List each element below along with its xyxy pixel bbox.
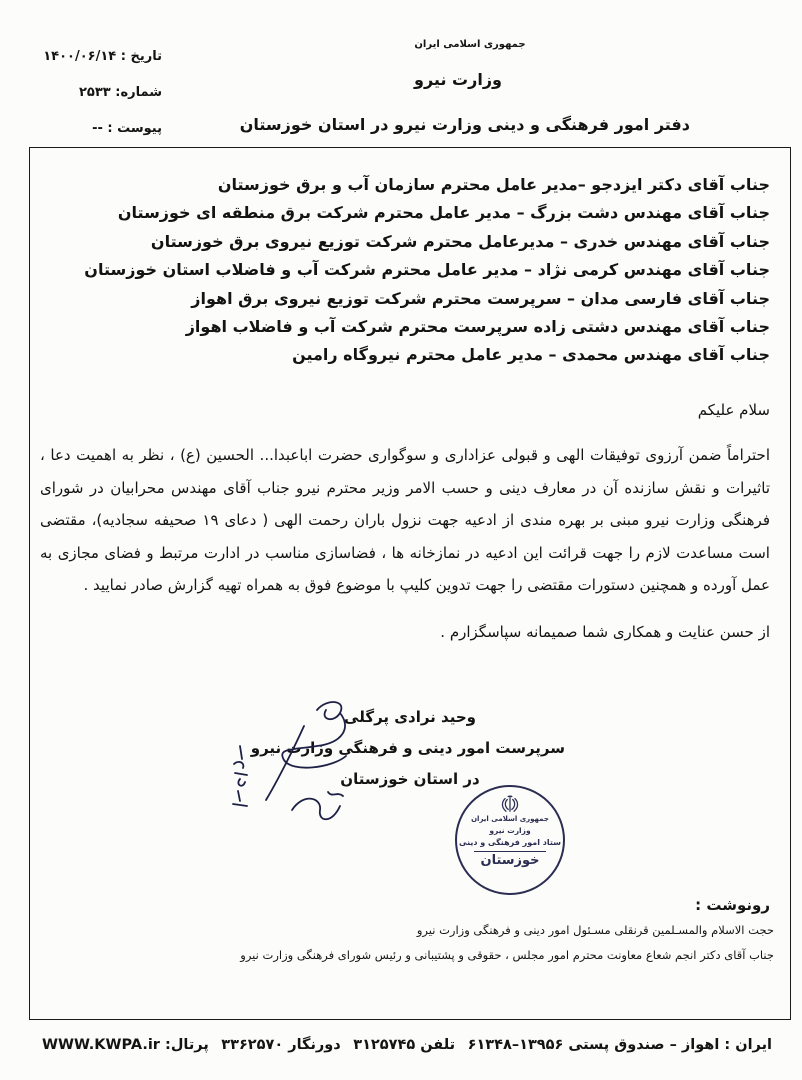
signature-stroke — [233, 746, 247, 806]
date-label: تاریخ : — [120, 49, 162, 64]
handwritten-signature — [222, 688, 362, 838]
number-value: ۲۵۳۳ — [78, 85, 111, 100]
attachment-label: پیوست : — [107, 121, 162, 136]
signatory-title: سرپرست امور دینی و فرهنگی وزارت نیرو — [250, 739, 565, 757]
footer-address — [468, 1037, 772, 1053]
portal-label: پرتال: — [165, 1037, 209, 1053]
letter-meta — [16, 39, 162, 147]
stamp-republic-text: جمهوری اسلامی ایران — [471, 815, 549, 823]
stamp-ministry-text: وزارت نیرو — [489, 826, 531, 835]
recipient-line: جناب آقای دکتر ایزدجو –مدیر عامل محترم سازمان آب و برق خوزستان — [217, 175, 770, 194]
footer-phone — [353, 1037, 455, 1053]
cc-line: جناب آقای دکتر انجم شعاع معاونت محترم امور مجلس ، حقوقی و پشتیبانی و رئیس شورای فرهنگی وزارت نیرو — [240, 948, 774, 962]
signature-stroke — [328, 792, 343, 796]
body-line: احتراماً ضمن آرزوی توفیقات الهی و قبولی عزاداری و سوگواری حضرت اباعبدا... الحسین (ع) ، نظر به اهمیت دعا ، — [40, 446, 770, 464]
signatory-location: در استان خوزستان — [340, 770, 480, 788]
signature-stroke — [266, 726, 304, 800]
republic-heading: جمهوری اسلامی ایران — [414, 39, 526, 50]
recipient-list — [30, 171, 770, 370]
body-paragraph — [40, 439, 770, 602]
iran-emblem-icon — [501, 794, 519, 814]
footer-fax — [221, 1037, 341, 1053]
letter-footer — [42, 1030, 772, 1060]
recipient-line: جناب آقای مهندس دشتی زاده سرپرست محترم شرکت آب و فاضلاب اهواز — [185, 317, 770, 337]
address-text: ایران : اهواز – صندوق پستی — [568, 1037, 772, 1053]
fax-value: ۳۳۶۲۵۷۰ — [221, 1037, 284, 1053]
portal-url: WWW.KWPA.ir — [42, 1037, 160, 1053]
official-stamp — [455, 785, 565, 895]
date-row — [16, 39, 162, 75]
phone-value: ۳۱۲۵۷۴۵ — [353, 1037, 416, 1053]
footer-portal — [42, 1037, 209, 1053]
signature-stroke — [282, 713, 346, 768]
cc-label: رونوشت : — [695, 896, 770, 914]
fax-label: دورنگار — [288, 1037, 341, 1053]
number-label: شماره: — [115, 85, 162, 100]
stamp-unit-text: ستاد امور فرهنگی و دینی — [459, 838, 561, 847]
recipient-line: جناب آقای فارسی مدان – سرپرست محترم شرکت توزیع نیروی برق اهواز — [191, 288, 770, 308]
phone-label: تلفن — [420, 1037, 456, 1053]
greeting: سلام علیکم — [697, 401, 770, 419]
recipient-line: جناب آقای مهندس محمدی – مدیر عامل محترم نیروگاه رامین — [292, 345, 770, 365]
attachment-value: -- — [92, 121, 103, 136]
ministry-heading: وزارت نیرو — [414, 70, 502, 89]
body-line: وزارت نیرو مبنی بر بهره مندی از ادعیه جهت نزول باران رحمت الهی ( دعای ۱۹ صحیفه سجادیه)، مقتضی است مساعدت — [40, 511, 770, 562]
signatory-name: وحید نرادی پرگلی — [344, 708, 476, 726]
attachment-row — [16, 111, 162, 147]
number-row — [16, 75, 162, 111]
body-line: لازم را جهت قرائت این ادعیه در نمازخانه ها ، فضاسازی مناسب در ادارت مرتبط و فضای مجازی به عمل آورده و همچنین — [40, 543, 770, 594]
recipient-line: جناب آقای مهندس دشت بزرگ – مدیر عامل محترم شرکت برق منطقه ای خوزستان — [117, 203, 770, 223]
signature-stroke — [317, 702, 341, 719]
recipient-line: جناب آقای مهندس کرمی نژاد – مدیر عامل محترم شرکت آب و فاضلاب استان خوزستان — [84, 260, 770, 280]
body-line: تاثیرات و نقش سازنده آن در معارف دینی و حسب الامر وزیر محترم نیرو جناب آقای مهندس محرابیان در شورای فرهنگی — [40, 478, 770, 529]
date-value: ۱۴۰۰/۰۶/۱۴ — [43, 49, 117, 64]
closing-line: از حسن عنایت و همکاری شما صمیمانه سپاسگزارم . — [440, 623, 770, 641]
office-title: دفتر امور فرهنگی و دینی وزارت نیرو در استان خوزستان — [239, 115, 690, 134]
signature-stroke — [292, 799, 340, 820]
stamp-province-text: خوزستان — [474, 851, 545, 870]
cc-list — [30, 918, 774, 968]
cc-line: حجت الاسلام والمسـلمین قرنقلی مسـئول امور دینی و فرهنگی وزارت نیرو — [416, 923, 774, 937]
body-line: دستورات مقتضی را جهت تدوین کلیپ با موضوع فوق به همراه تهیه گزارش صادر نمایید . — [83, 576, 635, 594]
po-box-value: ۶۱۳۴۸–۱۳۹۵۶ — [467, 1037, 564, 1053]
letter-body — [40, 396, 770, 647]
recipient-line: جناب آقای مهندس خدری – مدیرعامل محترم شرکت توزیع نیروی برق خوزستان — [150, 231, 770, 251]
